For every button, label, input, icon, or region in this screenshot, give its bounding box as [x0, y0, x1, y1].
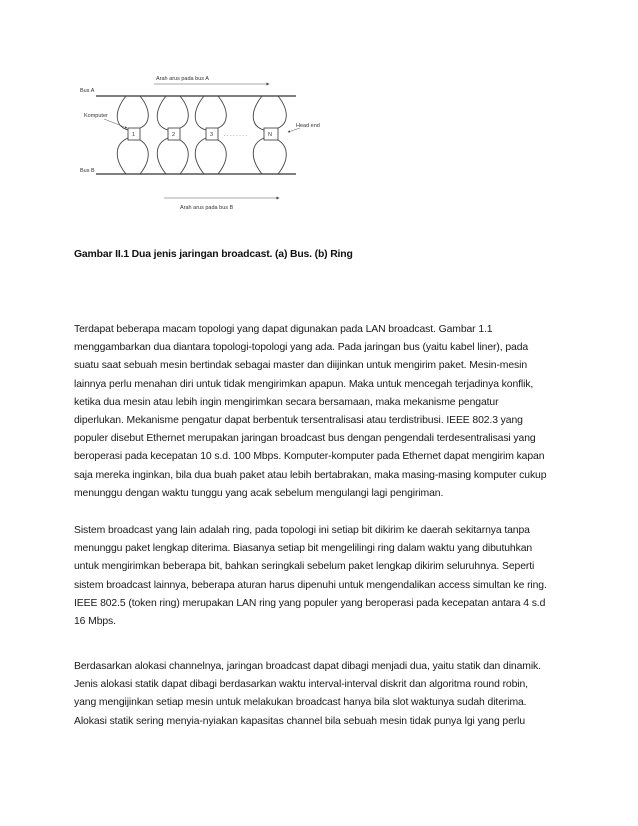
paragraph-line: menunggu dengan waktu tunggu yang acak sebelum mengulangi lagi pengiriman. — [74, 487, 444, 499]
bus-diagram — [74, 66, 334, 216]
paragraph-line: populer disebut Ethernet merupakan jaringan broadcast bus dengan pengendali terdesentralisasi yang — [74, 433, 536, 445]
node-connections — [117, 96, 286, 174]
paragraph-line: saja mereka inginkan, bila dua buah paket atau lebih bertabrakan, maka masing-masing komputer cukup — [74, 469, 547, 481]
paragraph-line: Berdasarkan alokasi channelnya, jaringan broadcast dapat dibagi menjadi dua, yaitu statik dan dinamik. — [74, 661, 541, 672]
paragraph-line: lainnya perlu menahan diri untuk tidak mengirimkan apapun. Maka untuk mencegah terjadinya konflik, — [74, 378, 534, 390]
paragraph-line: sistem broadcast lainnya, beberapa aturan harus dipenuhi untuk mengendalikan access simultan ke ring. — [74, 579, 547, 591]
paragraph-2 — [74, 522, 574, 631]
station-1-label: 1 — [132, 132, 136, 138]
computer-label: Komputer — [84, 113, 108, 119]
paragraph-3 — [74, 658, 574, 731]
bus-topology-figure — [74, 66, 334, 216]
paragraph-line: menggambarkan dua diantara topologi-topologi yang ada. Pada jaringan bus (yaitu kabel liner), pada — [74, 342, 529, 354]
paragraph-line: diperlukan. Mekanisme pengatur dapat berbentuk tersentralisasi atau terdistribusi. IEEE 802.3 yang — [74, 415, 523, 427]
head-end-label: Head end — [296, 123, 320, 129]
station-n-label: N — [268, 132, 272, 138]
computer-pointer-arrow — [104, 119, 127, 128]
bus-b-label: Bus B — [80, 168, 95, 174]
station-2-label: 2 — [172, 132, 176, 138]
paragraph-line: Terdapat beberapa macam topologi yang dapat digunakan pada LAN broadcast. Gambar 1.1 — [74, 324, 493, 335]
paragraph-line: yang mengijinkan setiap mesin untuk melakukan broadcast hanya bila slot waktunya sudah diterima. — [74, 697, 527, 709]
paragraph-line: 16 Mbps. — [74, 616, 116, 628]
bus-a-label: Bus A — [80, 88, 95, 94]
figure-caption: Gambar II.1 Dua jenis jaringan broadcast. (a) Bus. (b) Ring — [74, 249, 353, 260]
station-ellipsis: . . . . . . . . — [224, 132, 247, 138]
paragraph-line: suatu saat sebuah mesin bertindak sebagai master dan diijinkan untuk mengirim paket. Mesin-mesin — [74, 360, 528, 372]
paragraph-line: untuk mengirimkan beberapa bit, bahkan seringkali sebelum paket lengkap dikirim seluruhnya. Seperti — [74, 561, 535, 573]
direction-a-label: Arah arus pada bus A — [156, 76, 209, 82]
paragraph-line: Jenis alokasi statik dapat dibagi berdasarkan waktu interval-interval diskrit dan algoritma round robin, — [74, 679, 528, 691]
direction-b-label: Arah arus pada bus B — [180, 205, 234, 211]
station-3-label: 3 — [210, 132, 214, 138]
paragraph-line: Sistem broadcast yang lain adalah ring, pada topologi ini setiap bit dikirim ke daerah sekitarnya tanpa — [74, 525, 530, 536]
paragraph-line: menunggu paket lengkap diterima. Biasanya setiap bit mengelilingi ring dalam waktu yang dibutuhkan — [74, 543, 533, 555]
paragraph-1 — [74, 321, 574, 503]
paragraph-line: ketika dua mesin atau lebih ingin mengirimkan secara bersamaan, maka mekanisme pengatur — [74, 396, 499, 408]
paragraph-line: beroperasi pada kecepatan 10 s.d. 100 Mbps. Komputer-komputer pada Ethernet dapat mengirim kapan — [74, 451, 545, 463]
paragraph-line: Alokasi statik sering menyia-nyiakan kapasitas channel bila sebuah mesin tidak punya lgi yang perlu — [74, 715, 526, 727]
paragraph-line: IEEE 802.5 (token ring) merupakan LAN ring yang populer yang beroperasi pada kecepatan antara 4 s.d — [74, 597, 546, 609]
